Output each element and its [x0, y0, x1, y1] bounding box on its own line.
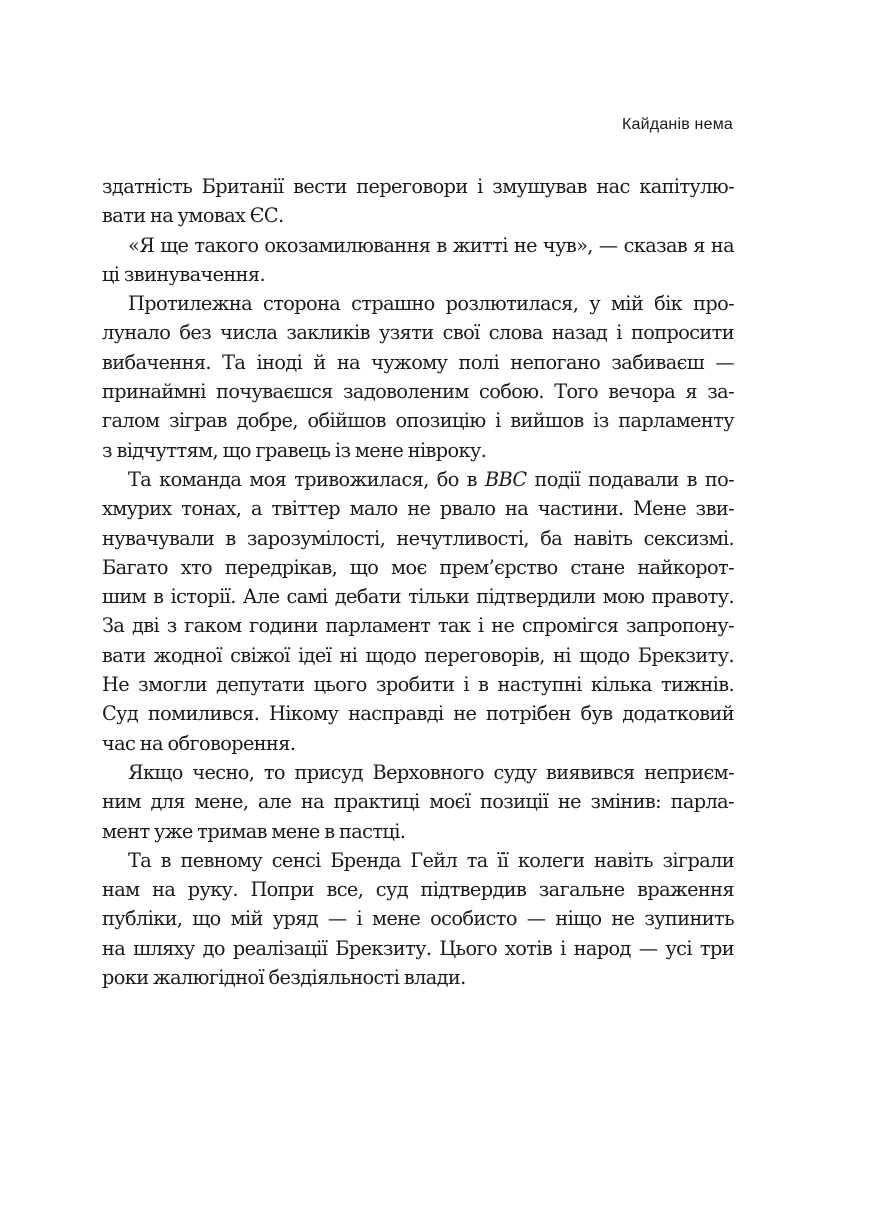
paragraph-first-line: «Я ще такого окозамилювання в житті не чув», — сказав я на — [128, 233, 734, 257]
text-line: вати жодної свіжої ідеї ні щодо переговорів, ні щодо Брекзиту. — [102, 643, 734, 667]
text-line: час на обговорення. — [102, 731, 296, 755]
paragraph-first-line — [102, 465, 734, 494]
text-line: нам на руку. Попри все, суд підтвердив загальне враження — [102, 878, 734, 902]
text-line: на шляху до реалізації Брекзиту. Цього хотів і народ — усі три — [102, 936, 734, 960]
text-line: шим в історії. Але самі дебати тільки підтвердили мою правоту. — [102, 585, 734, 609]
text-line: роки жалюгідної бездіяльності влади. — [102, 966, 466, 990]
text-line: Суд помилився. Нікому насправді не потрібен був додатковий — [102, 702, 734, 726]
broadcaster-name: BBC — [484, 467, 527, 491]
running-header: Кайданів нема — [622, 116, 733, 133]
text-segment: Та команда моя тривожилася, бо в — [128, 467, 485, 491]
text-line: принаймні почуваєшся задоволеним собою. Того вечора я за- — [102, 380, 734, 404]
text-line: хмурих тонах, а твіттер мало не рвало на частини. Мене зви- — [102, 497, 734, 521]
text-segment: події подавали в по- — [526, 467, 734, 491]
text-line: здатність Британії вести переговори і змушував нас капітулю- — [102, 175, 734, 198]
paragraph-first-line: Та в певному сенсі Бренда Гейл та її колеги навіть зіграли — [128, 848, 734, 872]
text-line: мент уже тримав мене в пастці. — [102, 819, 406, 843]
text-line: За дві з гаком години парламент так і не спромігся запропону- — [102, 614, 734, 638]
text-line: ці звинувачення. — [102, 262, 266, 286]
text-line: лунало без числа закликів узяти свої слова назад і попросити — [102, 321, 734, 345]
text-line: ним для мене, але на практиці моєї позиції не змінив: парла- — [102, 790, 734, 814]
text-line: Не змогли депутати цього зробити і в наступні кілька тижнів. — [102, 673, 734, 697]
text-line: вати на умовах ЄС. — [102, 204, 284, 228]
paragraph-first-line: Якщо чесно, то присуд Верховного суду виявився неприєм- — [128, 760, 734, 784]
text-line: вибачення. Та іноді й на чужому полі непогано забиваєш — — [102, 350, 734, 374]
text-line: галом зіграв добре, обійшов опозицію і вийшов із парламенту — [102, 409, 734, 433]
body-text — [102, 172, 734, 992]
text-line: нувачували в зарозумілості, нечутливості, ба навіть сексизмі. — [102, 526, 734, 550]
text-line: публіки, що мій уряд — і мене особисто — ніщо не зупинить — [102, 907, 734, 931]
text-line: з відчуттям, що гравець із мене нівроку. — [102, 438, 487, 462]
paragraph-first-line: Протилежна сторона страшно розлютилася, у мій бік про- — [128, 292, 734, 316]
text-line: Багато хто передрікав, що моє прем’єрство стане найкорот- — [102, 555, 734, 579]
